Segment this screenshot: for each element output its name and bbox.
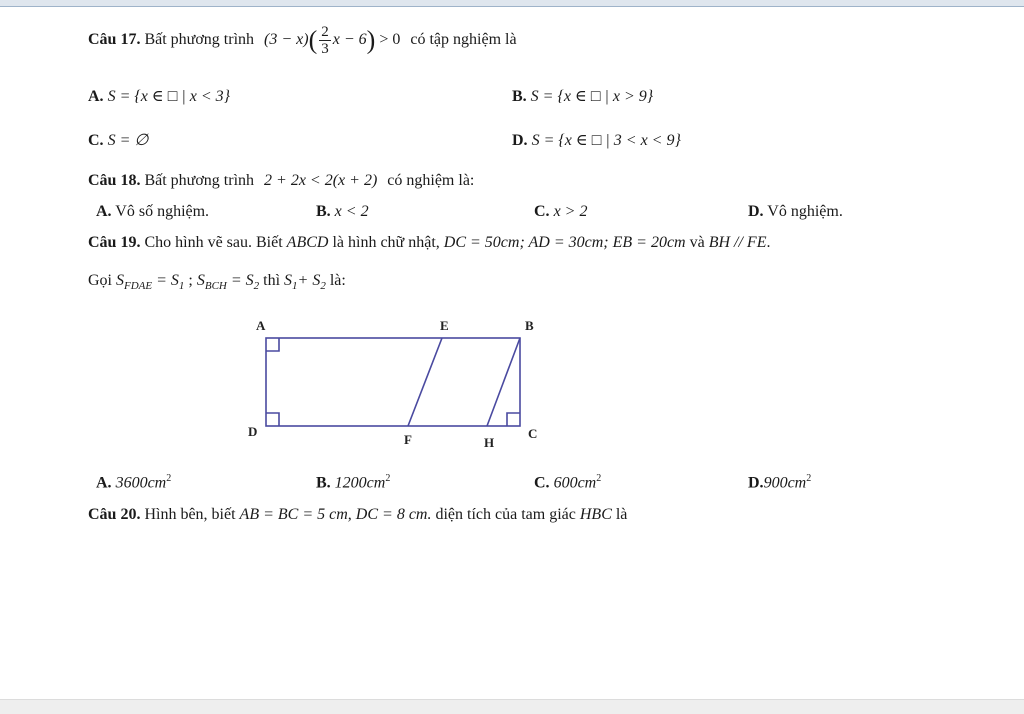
q19-parallel: BH // FE	[708, 234, 767, 251]
q19-la: là:	[329, 272, 346, 289]
q18-label: Câu 18.	[88, 172, 141, 189]
q20-hbc: HBC	[579, 506, 612, 523]
q19-option-d: $D.900cm^2$	[748, 473, 812, 492]
label-h: H	[484, 435, 495, 450]
right-angle-d	[266, 413, 279, 426]
bottom-scroll-area	[0, 699, 1024, 714]
rectangle-abcd	[266, 338, 520, 426]
q17-fraction: $\frac{2}{3}$	[321, 24, 329, 57]
label-f: F	[404, 432, 412, 447]
q19-option-b: B. $1200cm^2$	[316, 473, 391, 492]
q20-text1: Hình bên, biết	[144, 506, 236, 523]
q19-stem: Câu 19. Cho hình vẽ sau. Biết ABCD là hình chữ nhật, DC = 50cm; AD = 30cm; EB = 20cm và BH // FE.	[88, 234, 771, 251]
q19-line2: Gọi $S_{FDAE} = S_1$ ; $S_{BCH} = S_2$ thì $S_1+ S_2$ là:	[88, 272, 346, 292]
q20-expr1: AB = BC = 5 cm, DC = 8 cm.	[239, 506, 432, 523]
label-d: D	[248, 424, 258, 439]
q19-option-a: A. $3600cm^2$	[96, 473, 172, 492]
q19-and: và	[689, 234, 705, 251]
q18-option-d: D. Vô nghiệm.	[748, 203, 843, 220]
q19-sum: $S_1+ S_2$	[284, 272, 326, 292]
label-e: E	[440, 318, 449, 333]
q19-goi: Gọi	[88, 272, 112, 289]
q17-label: Câu 17.	[88, 31, 141, 49]
q18-stem	[88, 172, 474, 190]
q17-option-a: A. S = {x ∈ □ | x < 3}	[88, 88, 231, 105]
q20-label: Câu 20.	[88, 506, 141, 523]
q18-expr: 2 + 2x < 2(x + 2)	[264, 172, 378, 189]
q19-intro: Cho hình vẽ sau. Biết	[144, 234, 283, 251]
q17-stem	[88, 24, 517, 57]
q19-option-c: C. $600cm^2$	[534, 473, 602, 492]
q20-text3: là	[615, 506, 628, 523]
q19-eq1: = $S_1$	[156, 272, 185, 292]
q17-rhs: > 0	[379, 31, 401, 49]
q19-s-bch: $S_{BCH}$	[196, 272, 227, 292]
q19-thi: thì	[263, 272, 281, 289]
right-angle-a	[266, 338, 279, 351]
q19-abcd: ABCD	[286, 234, 329, 251]
q20-stem	[88, 506, 627, 524]
q20-text2: diện tích của tam giác	[435, 506, 576, 523]
q17-close-paren: )	[366, 25, 376, 55]
q19-rect-text: là hình chữ nhật,	[332, 234, 440, 251]
q18-tail: có nghiệm là:	[387, 172, 475, 189]
segment-ef	[408, 338, 442, 426]
label-a: A	[256, 318, 266, 333]
top-border	[0, 0, 1024, 7]
q18-option-c: C. x > 2	[534, 203, 588, 220]
q17-open-paren: (	[308, 25, 318, 55]
q17-expr-left: (3 − x)	[264, 31, 309, 49]
q17-expr-rest: x − 6	[332, 31, 367, 49]
q17-option-d: D. S = {x ∈ □ | 3 < x < 9}	[512, 132, 681, 149]
label-c: C	[528, 426, 538, 441]
q17-option-b: B. S = {x ∈ □ | x > 9}	[512, 88, 654, 105]
q18-intro: Bất phương trình	[144, 172, 255, 189]
q18-option-b: B. x < 2	[316, 203, 369, 220]
q19-s-fdae: $S_{FDAE}$	[116, 272, 153, 292]
q17-option-c: C. S = ∅	[88, 132, 149, 149]
q17-tail: có tập nghiệm là	[410, 31, 517, 49]
right-angle-c	[507, 413, 520, 426]
q17-intro: Bất phương trình	[144, 31, 255, 49]
q19-label: Câu 19.	[88, 234, 141, 251]
q18-option-a: A. Vô số nghiệm.	[96, 203, 210, 220]
q19-eq2: = $S_2$	[230, 272, 260, 292]
label-b: B	[525, 318, 534, 333]
q19-dims: DC = 50cm; AD = 30cm; EB = 20cm	[443, 234, 686, 251]
q19-rectangle-figure	[240, 312, 560, 457]
